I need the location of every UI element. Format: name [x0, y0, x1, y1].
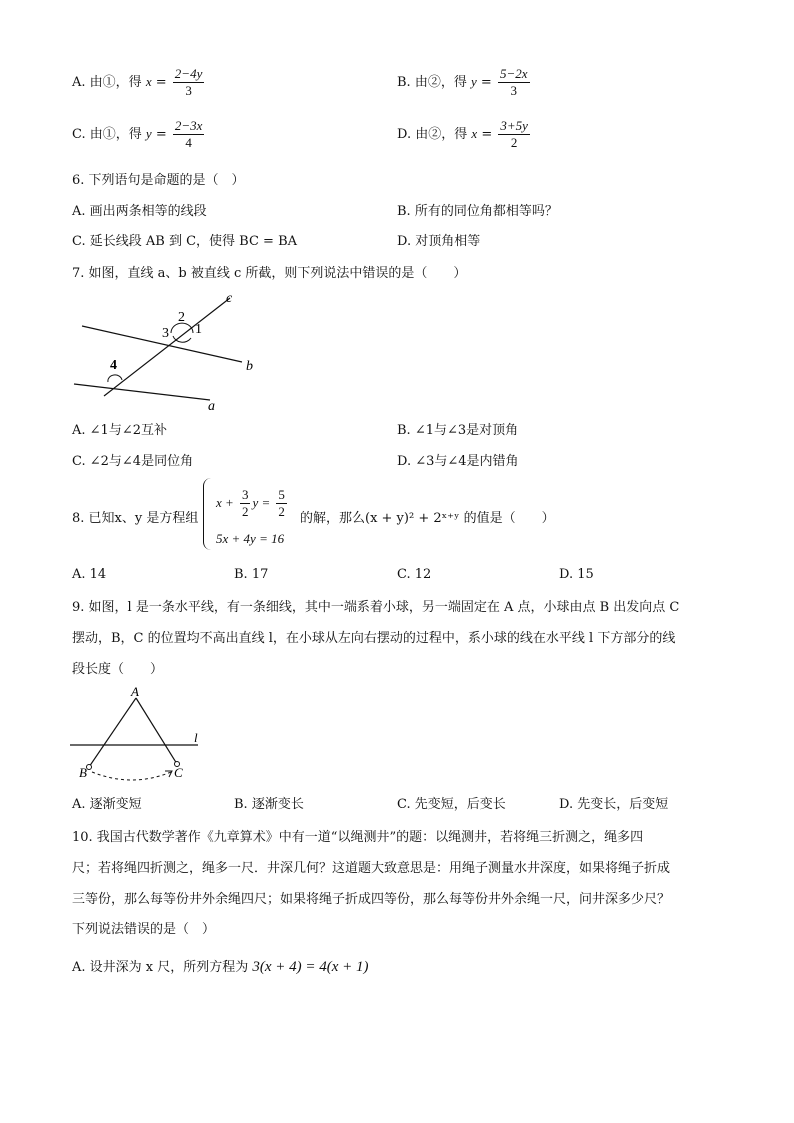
q9-option-d: D. 先变长，后变短 [559, 797, 669, 812]
q7-label-b: b [246, 359, 253, 374]
q5-option-c: C. 由①，得 y = $\frac{2-3x}{4}$ [72, 118, 203, 150]
q8-option-b: B. 17 [234, 567, 269, 582]
q8-option-a: A. 14 [72, 567, 107, 582]
q7-angle-2: 2 [178, 310, 185, 325]
q7-option-b: B. ∠1与∠3是对顶角 [397, 423, 519, 438]
q5-option-d: D. 由②，得 x = $\frac{3+5y}{2}$ [397, 118, 528, 150]
q7-option-d: D. ∠3与∠4是内错角 [397, 454, 519, 469]
q8-option-d: D. 15 [559, 567, 594, 582]
q8-stem-post: 的解，那么(x + y)² + 2ˣ⁺ʸ 的值是（ ） [300, 511, 555, 526]
q9-line-1: 9. 如图，l 是一条水平线，有一条细线，其中一端系着小球，另一端固定在 A 点，小球由点 B 出发向点 C [72, 600, 680, 615]
q8-brace [203, 478, 212, 550]
q9-label-c: C [174, 765, 183, 780]
q7-label-a: a [208, 399, 215, 414]
q7-option-a: A. ∠1与∠2互补 [72, 423, 167, 438]
q10-option-a: A. 设井深为 x 尺，所列方程为 3(x + 4) = 4(x + 1) [72, 959, 369, 975]
q6-option-b: B. 所有的同位角都相等吗？ [397, 204, 558, 219]
q10-line-4: 下列说法错误的是（ ） [72, 922, 216, 937]
q8-equation-1: x + $\frac{3}{2}$ y = $\frac{5}{2}$ [216, 487, 285, 519]
q9-line-2: 摆动，B，C 的位置均不高出直线 l，在小球从左向右摆动的过程中，系小球的线在水平线 l 下方部分的线 [72, 631, 676, 646]
q7-option-c: C. ∠2与∠4是同位角 [72, 454, 194, 469]
q9-label-b: B [79, 765, 87, 780]
q6-option-d: D. 对顶角相等 [397, 234, 481, 249]
q7-figure [70, 288, 270, 416]
q7-angle-3: 3 [162, 326, 169, 341]
q7-label-c: c [226, 291, 233, 306]
q6-stem: 6. 下列语句是命题的是（ ） [72, 173, 245, 188]
q9-option-b: B. 逐渐变长 [234, 797, 304, 812]
q9-line-3: 段长度（ ） [72, 662, 164, 677]
q9-option-c: C. 先变短，后变长 [397, 797, 506, 812]
q8-option-c: C. 12 [397, 567, 432, 582]
q5-option-b: B. 由②，得 y = $\frac{5-2x}{3}$ [397, 66, 528, 98]
q9-figure [70, 684, 220, 784]
q10-line-1: 10. 我国古代数学著作《九章算术》中有一道“以绳测井”的题：以绳测井，若将绳三折测之，绳多四 [72, 830, 644, 845]
q6-option-a: A. 画出两条相等的线段 [72, 204, 207, 219]
q7-angle-4: 4 [110, 358, 117, 373]
q9-label-l: l [194, 730, 198, 745]
q5-option-a: A. 由①，得 x = $\frac{2-4y}{3}$ [72, 66, 203, 98]
q9-label-a: A [131, 684, 139, 699]
q8-equation-2: 5x + 4y = 16 [216, 531, 285, 546]
q7-angle-1: 1 [195, 322, 202, 337]
q6-option-c: C. 延长线段 AB 到 C，使得 BC = BA [72, 234, 298, 249]
q10-line-2: 尺；若将绳四折测之，绳多一尺．井深几何？这道题大致意思是：用绳子测量水井深度，如果将绳子折成 [72, 861, 671, 876]
q7-stem: 7. 如图，直线 a、b 被直线 c 所截，则下列说法中错误的是（ ） [72, 266, 467, 281]
q8-stem-pre: 8. 已知x、y 是方程组 [72, 511, 199, 526]
q9-option-a: A. 逐渐变短 [72, 797, 142, 812]
q10-line-3: 三等份，那么每等份井外余绳四尺；如果将绳子折成四等份，那么每等份井外余绳一尺，问井深多少尺？ [72, 892, 671, 907]
